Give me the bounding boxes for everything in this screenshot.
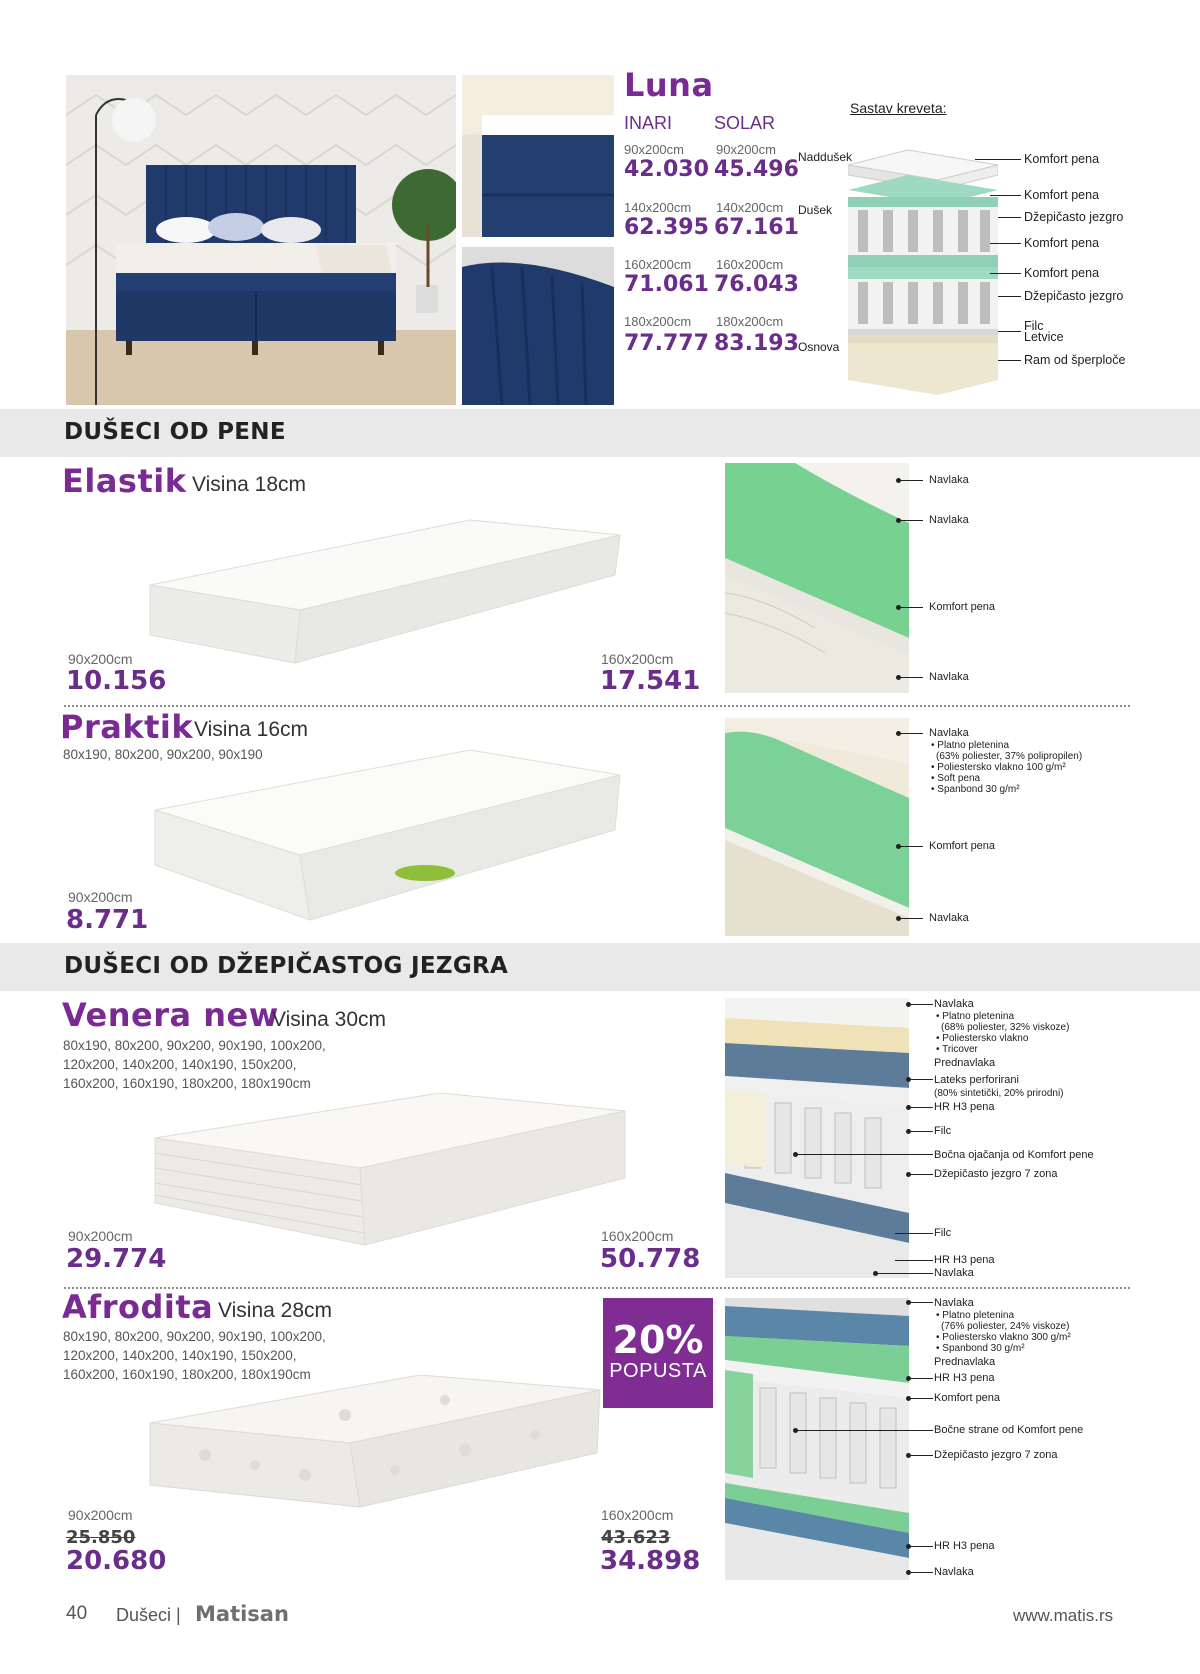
luna-row3-size-a: 160x200cm xyxy=(624,257,692,272)
afrodita-sizes-3: 160x200, 160x190, 180x200, 180x190cm xyxy=(63,1367,311,1382)
afrodita-callout-8: Komfort pena xyxy=(934,1392,1001,1404)
elastik-size-left: 90x200cm xyxy=(68,651,133,667)
elastik-callout-1: Navlaka xyxy=(929,474,969,486)
praktik-callout-line-2: (63% poliester, 37% polipropilen) xyxy=(936,751,1083,762)
diagram-title: Sastav kreveta: xyxy=(850,100,947,116)
afrodita-size-left: 90x200cm xyxy=(68,1507,133,1523)
elastik-leader-4 xyxy=(898,677,923,678)
praktik-dot xyxy=(896,916,901,921)
diagram-right-2: Komfort pena xyxy=(1024,188,1100,202)
afrodita-callout-1: Navlaka xyxy=(934,1297,974,1309)
afrodita-cross-section xyxy=(725,1298,909,1580)
diagram-right-4: Komfort pena xyxy=(1024,236,1100,250)
diagram-leader xyxy=(990,243,1021,244)
diagram-right-6: Džepičasto jezgro xyxy=(1024,289,1124,303)
luna-row2-price-a: 62.395 xyxy=(624,215,709,240)
luna-row4-size-b: 180x200cm xyxy=(716,314,784,329)
bed-composition-diagram xyxy=(848,145,998,395)
venera-callout-bocna: Bočna ojačanja od Komfort pene xyxy=(934,1149,1094,1161)
praktik-leader-1 xyxy=(898,733,923,734)
afrodita-old-price-right: 43.623 xyxy=(601,1527,671,1548)
afrodita-leader xyxy=(908,1455,933,1456)
luna-row3-price-a: 71.061 xyxy=(624,272,709,297)
elastik-callout-4: Navlaka xyxy=(929,671,969,683)
luna-bed-photo xyxy=(66,75,456,405)
diagram-right-3: Džepičasto jezgro xyxy=(1024,210,1124,224)
luna-row2-size-b: 140x200cm xyxy=(716,200,784,215)
luna-row2-size-a: 140x200cm xyxy=(624,200,692,215)
discount-text: POPUSTA xyxy=(609,1360,707,1382)
diagram-left-dusek: Dušek xyxy=(798,203,833,217)
elastik-callout-3: Komfort pena xyxy=(929,601,996,613)
afrodita-old-price-left: 25.850 xyxy=(66,1527,136,1548)
afrodita-callout-4: • Poliestersko vlakno 300 g/m² xyxy=(936,1332,1071,1343)
diagram-right-5: Komfort pena xyxy=(1024,266,1100,280)
venera-callout-1: Navlaka xyxy=(934,998,974,1010)
diagram-leader xyxy=(998,217,1021,218)
praktik-callout-navlaka-bottom: Navlaka xyxy=(929,912,969,924)
elastik-title: Elastik xyxy=(62,462,187,500)
venera-leader xyxy=(895,1260,933,1261)
afrodita-title: Afrodita xyxy=(62,1288,214,1326)
luna-row1-size-a: 90x200cm xyxy=(624,142,684,157)
afrodita-leader xyxy=(908,1398,933,1399)
venera-cross-section xyxy=(725,998,909,1278)
luna-row2-price-b: 67.161 xyxy=(714,215,799,240)
luna-row4-price-a: 77.777 xyxy=(624,331,709,356)
diagram-left-osnova: Osnova xyxy=(798,340,840,354)
luna-row3-price-b: 76.043 xyxy=(714,272,799,297)
luna-detail-photo-bottom xyxy=(462,247,614,405)
divider xyxy=(64,705,1130,707)
afrodita-callout-navlaka: Navlaka xyxy=(934,1566,974,1578)
venera-size-right: 160x200cm xyxy=(601,1228,674,1244)
page-number: 40 xyxy=(66,1603,88,1624)
venera-price-left: 29.774 xyxy=(66,1244,167,1274)
afrodita-leader xyxy=(908,1378,933,1379)
venera-size-left: 90x200cm xyxy=(68,1228,133,1244)
luna-row1-price-a: 42.030 xyxy=(624,157,709,182)
afrodita-sizes-1: 80x190, 80x200, 90x200, 90x190, 100x200, xyxy=(63,1329,326,1344)
luna-detail-photo-top xyxy=(462,75,614,237)
venera-title: Venera new xyxy=(62,996,279,1034)
venera-callout-filc2: Filc xyxy=(934,1227,952,1239)
luna-col-inari: INARI xyxy=(624,113,673,133)
luna-title: Luna xyxy=(624,66,714,104)
diagram-leader xyxy=(975,159,1021,160)
praktik-leader-2 xyxy=(898,846,923,847)
venera-callout-2: • Platno pletenina xyxy=(936,1011,1015,1022)
elastik-size-right: 160x200cm xyxy=(601,651,674,667)
diagram-right-9: Ram od šperploče xyxy=(1024,353,1126,367)
diagram-right-7: Filc xyxy=(1024,319,1044,333)
section-title-foam: DUŠECI OD PENE xyxy=(64,419,286,445)
diagram-leader xyxy=(998,296,1021,297)
afrodita-leader xyxy=(908,1572,933,1573)
praktik-callout-line-5: • Spanbond 30 g/m² xyxy=(931,784,1020,795)
elastik-leader-1 xyxy=(898,480,923,481)
venera-callout-navlaka: Navlaka xyxy=(934,1267,974,1279)
diagram-leader xyxy=(998,331,1021,332)
venera-callout-filc: Filc xyxy=(934,1125,952,1137)
elastik-mattress-photo xyxy=(145,515,625,670)
venera-callout-3: (68% poliester, 32% viskoze) xyxy=(941,1022,1070,1033)
praktik-title: Praktik xyxy=(60,708,194,746)
praktik-cross-section xyxy=(725,718,909,936)
elastik-dot xyxy=(896,478,901,483)
venera-leader xyxy=(795,1154,933,1155)
afrodita-callout-7: HR H3 pena xyxy=(934,1372,995,1384)
praktik-callout-komfort: Komfort pena xyxy=(929,840,996,852)
venera-leader xyxy=(908,1107,933,1108)
section-header-pocket xyxy=(0,943,1200,991)
afrodita-callout-6: Prednavlaka xyxy=(934,1356,996,1368)
afrodita-callout-5: • Spanbond 30 g/m² xyxy=(936,1343,1025,1354)
venera-callout-8: (80% sintetički, 20% prirodni) xyxy=(934,1088,1064,1099)
luna-row1-size-b: 90x200cm xyxy=(716,142,776,157)
praktik-callout-line-1: • Platno pletenina xyxy=(931,740,1010,751)
diagram-leader xyxy=(990,195,1021,196)
praktik-callout-line-4: • Soft pena xyxy=(931,773,981,784)
afrodita-price-right: 34.898 xyxy=(600,1546,701,1576)
diagram-leader xyxy=(990,273,1021,274)
luna-row4-price-b: 83.193 xyxy=(714,331,799,356)
praktik-sizes: 80x190, 80x200, 90x200, 90x190 xyxy=(63,747,263,762)
elastik-price-left: 10.156 xyxy=(66,666,167,696)
elastik-leader-2 xyxy=(898,520,923,521)
venera-sizes-2: 120x200, 140x200, 140x190, 150x200, xyxy=(63,1057,297,1072)
elastik-leader-3 xyxy=(898,607,923,608)
afrodita-callout-3: (76% poliester, 24% viskoze) xyxy=(941,1321,1070,1332)
praktik-leader-3 xyxy=(898,918,923,919)
luna-row1-price-b: 45.496 xyxy=(714,157,799,182)
praktik-dot xyxy=(896,731,901,736)
elastik-dot xyxy=(896,675,901,680)
venera-price-right: 50.778 xyxy=(600,1244,701,1274)
venera-height: Visina 30cm xyxy=(272,1008,387,1031)
venera-leader xyxy=(875,1273,933,1274)
luna-row4-size-a: 180x200cm xyxy=(624,314,692,329)
diagram-leader xyxy=(998,360,1021,361)
luna-row3-size-b: 160x200cm xyxy=(716,257,784,272)
afrodita-callout-hr: HR H3 pena xyxy=(934,1540,995,1552)
afrodita-callout-bocne: Bočne strane od Komfort pene xyxy=(934,1424,1084,1436)
venera-callout-7: Lateks perforirani xyxy=(934,1074,1019,1086)
afrodita-height: Visina 28cm xyxy=(218,1299,333,1322)
venera-callout-5: • Tricover xyxy=(936,1044,978,1055)
afrodita-callout-dzep: Džepičasto jezgro 7 zona xyxy=(934,1449,1058,1461)
afrodita-leader xyxy=(795,1430,933,1431)
footer-url-link[interactable]: www.matis.rs xyxy=(1013,1606,1114,1625)
footer-section: Dušeci | xyxy=(116,1605,181,1625)
venera-callout-dzep: Džepičasto jezgro 7 zona xyxy=(934,1168,1058,1180)
discount-badge xyxy=(603,1298,713,1408)
venera-leader xyxy=(908,1174,933,1175)
diagram-left-naddusek: Naddušek xyxy=(798,150,853,164)
diagram-right-1: Komfort pena xyxy=(1024,152,1100,166)
section-title-pocket: DUŠECI OD DŽEPIČASTOG JEZGRA xyxy=(64,953,509,979)
praktik-size-left: 90x200cm xyxy=(68,889,133,905)
afrodita-sizes-2: 120x200, 140x200, 140x190, 150x200, xyxy=(63,1348,297,1363)
elastik-callout-2: Navlaka xyxy=(929,514,969,526)
venera-leader xyxy=(908,1131,933,1132)
divider xyxy=(64,1287,1130,1289)
venera-sizes-3: 160x200, 160x190, 180x200, 180x190cm xyxy=(63,1076,311,1091)
venera-leader xyxy=(908,1079,933,1080)
afrodita-leader xyxy=(908,1546,933,1547)
section-header-foam xyxy=(0,409,1200,457)
venera-callout-4: • Poliestersko vlakno xyxy=(936,1033,1029,1044)
praktik-mattress-photo xyxy=(150,745,625,925)
discount-percent: 20% xyxy=(612,1318,704,1362)
afrodita-leader xyxy=(908,1302,933,1303)
praktik-dot xyxy=(896,844,901,849)
afrodita-callout-2: • Platno pletenina xyxy=(936,1310,1015,1321)
elastik-height: Visina 18cm xyxy=(192,473,307,496)
praktik-height: Visina 16cm xyxy=(194,718,309,741)
diagram-right-8: Letvice xyxy=(1024,330,1064,344)
venera-sizes-1: 80x190, 80x200, 90x200, 90x190, 100x200, xyxy=(63,1038,326,1053)
footer-brand-logo: Matisan xyxy=(195,1602,289,1626)
venera-callout-6: Prednavlaka xyxy=(934,1057,996,1069)
afrodita-price-left: 20.680 xyxy=(66,1546,167,1576)
venera-mattress-photo xyxy=(150,1093,630,1248)
elastik-price-right: 17.541 xyxy=(600,666,701,696)
afrodita-mattress-photo xyxy=(145,1375,605,1510)
praktik-callout-line-3: • Poliestersko vlakno 100 g/m² xyxy=(931,762,1066,773)
elastik-dot xyxy=(896,605,901,610)
luna-col-solar: SOLAR xyxy=(714,113,776,133)
praktik-callout-navlaka: Navlaka xyxy=(929,727,969,739)
venera-callout-hr: HR H3 pena xyxy=(934,1254,995,1266)
venera-callout-9: HR H3 pena xyxy=(934,1101,995,1113)
afrodita-size-right: 160x200cm xyxy=(601,1507,674,1523)
venera-leader xyxy=(908,1004,933,1005)
elastik-cross-section xyxy=(725,463,909,693)
venera-leader xyxy=(895,1233,933,1234)
praktik-price-left: 8.771 xyxy=(66,905,149,935)
elastik-dot xyxy=(896,518,901,523)
